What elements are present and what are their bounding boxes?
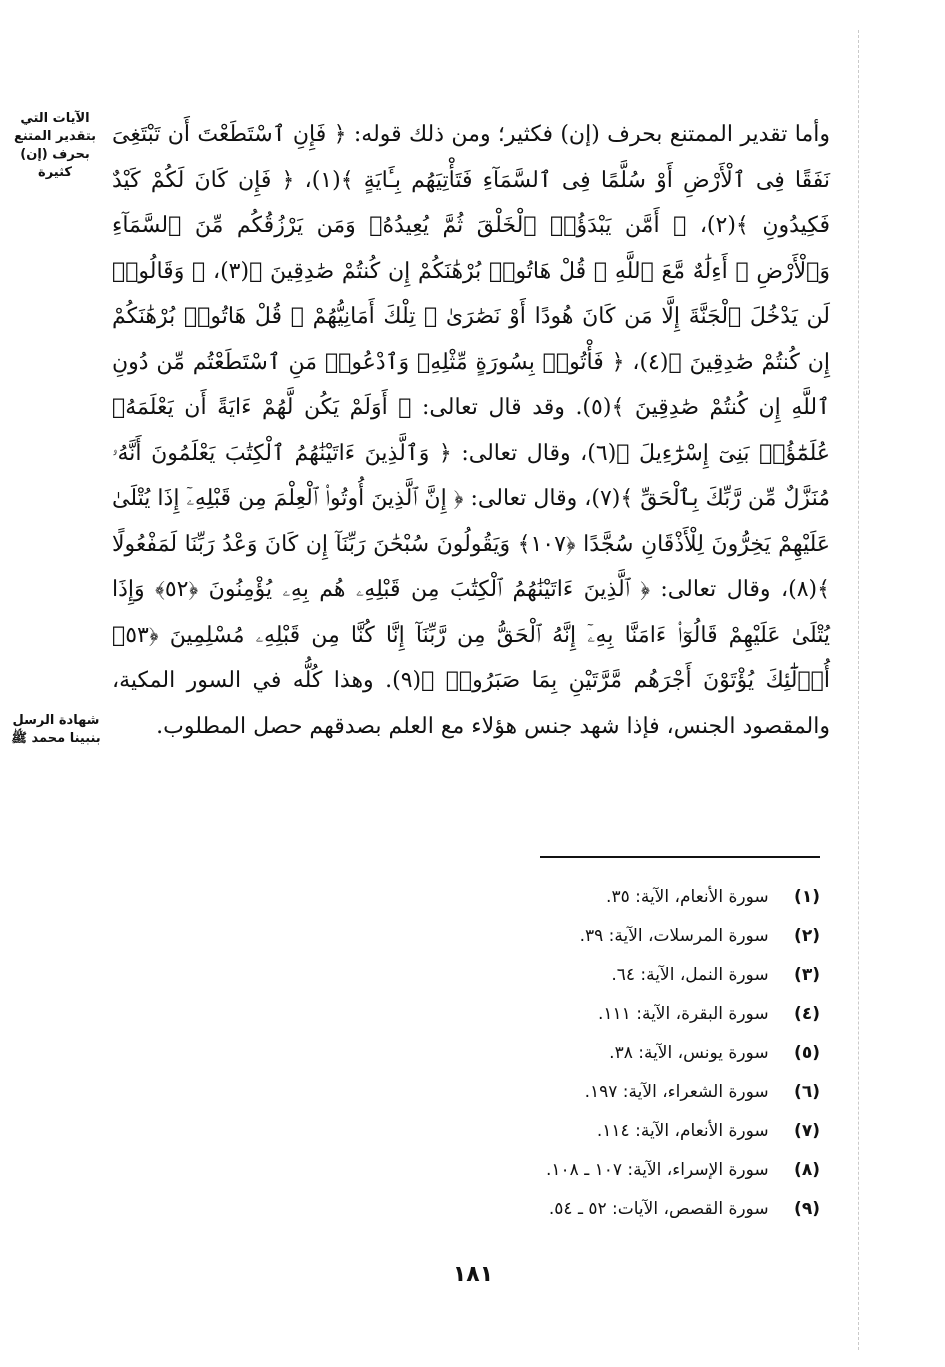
footnote-item [440, 1190, 820, 1229]
footnote-text: سورة الأنعام، الآية: ٣٥. [606, 887, 769, 907]
margin-note-conditional-verses: الآيات التي بتقدير المتنع بحرف (إن) كثيرة [13, 111, 97, 180]
footnote-item [440, 878, 820, 917]
footnote-item [440, 995, 820, 1034]
scan-edge-line [858, 30, 859, 1350]
footnote-number: (٧) [794, 1121, 820, 1141]
footnote-number: (٨) [794, 1160, 820, 1180]
footnotes-list [440, 878, 820, 1229]
page-number: ١٨١ [452, 1262, 494, 1287]
footnote-item [440, 1073, 820, 1112]
footnote-text: سورة يونس، الآية: ٣٨. [609, 1043, 769, 1063]
footnote-item [440, 1034, 820, 1073]
footnote-number: (٥) [794, 1043, 820, 1063]
main-text [112, 112, 830, 749]
footnote-number: (٢) [794, 926, 820, 946]
footnote-text: سورة الأنعام، الآية: ١١٤. [596, 1121, 769, 1141]
main-paragraph: وأما تقدير الممتنع بحرف (إن) فكثير؛ ومن ذلك قوله: ﴿ فَإِنِ ٱسْتَطَعْتَ أَن تَبْتَغِىَ نَفَقًا فِى ٱلْأَرْضِ أَوْ سُلَّمًا فِى ٱلسَّمَآءِ فَتَأْتِيَهُم بِـَٔايَةٍ ﴾(١)، ﴿ فَإِن كَانَ لَكُمْ كَيْدٌ فَكِيدُونِ ﴾(٢)، ﴿ أَمَّن يَبْدَؤُا۟ ٱلْخَلْقَ ثُمَّ يُعِيدُهُۥ وَمَن يَرْزُقُكُم مِّنَ ٱلسَّمَآءِ وَٱلْأَرْضِ ۗ أَءِلَٰهٌ مَّعَ ٱللَّهِ ۚ قُلْ هَاتُوا۟ بُرْهَٰنَكُمْ إِن كُنتُمْ صَٰدِقِينَ ﴾(٣)، ﴿ وَقَالُوا۟ لَن يَدْخُلَ ٱلْجَنَّةَ إِلَّا مَن كَانَ هُودًا أَوْ نَصَٰرَىٰ ۗ تِلْكَ أَمَانِيُّهُمْ ۗ قُلْ هَاتُوا۟ بُرْهَٰنَكُمْ إِن كُنتُمْ صَٰدِقِينَ ﴾(٤)، ﴿ فَأْتُوا۟ بِسُورَةٍ مِّثْلِهِۦ وَٱدْعُوا۟ مَنِ ٱسْتَطَعْتُم مِّن دُونِ ٱللَّهِ إِن كُنتُمْ صَٰدِقِينَ ﴾(٥). وقد قال تعالى: ﴿ أَوَلَمْ يَكُن لَّهُمْ ءَايَةً أَن يَعْلَمَهُۥ عُلَمَٰٓؤُا۟ بَنِىٓ إِسْرَٰٓءِيلَ ﴾(٦)، وقال تعالى: ﴿ وَٱلَّذِينَ ءَاتَيْنَٰهُمُ ٱلْكِتَٰبَ يَعْلَمُونَ أَنَّهُۥ مُنَزَّلٌ مِّن رَّبِّكَ بِٱلْحَقِّ ﴾(٧)، وقال تعالى: ﴿ إِنَّ ٱلَّذِينَ أُوتُوا۟ ٱلْعِلْمَ مِن قَبْلِهِۦٓ إِذَا يُتْلَىٰ عَلَيْهِمْ يَخِرُّونَ لِلْأَذْقَانِ سُجَّدًا ﴿١٠٧﴾ وَيَقُولُونَ سُبْحَٰنَ رَبِّنَآ إِن كَانَ وَعْدُ رَبِّنَا لَمَفْعُولًا ﴾(٨)، وقال تعالى: ﴿ ٱلَّذِينَ ءَاتَيْنَٰهُمُ ٱلْكِتَٰبَ مِن قَبْلِهِۦ هُم بِهِۦ يُؤْمِنُونَ ﴿٥٢﴾ وَإِذَا يُتْلَىٰ عَلَيْهِمْ قَالُوٓا۟ ءَامَنَّا بِهِۦٓ إِنَّهُ ٱلْحَقُّ مِن رَّبِّنَآ إِنَّا كُنَّا مِن قَبْلِهِۦ مُسْلِمِينَ ﴿٥٣﴾ أُو۟لَٰٓئِكَ يُؤْتَوْنَ أَجْرَهُم مَّرَّتَيْنِ بِمَا صَبَرُوا۟ ﴾(٩). وهذا كُلُّه في السور المكية، والمقصود الجنس، فإذا شهد جنس هؤلاء مع العلم بصدقهم حصل المطلوب. [112, 122, 831, 739]
footnote-number: (٤) [794, 1004, 820, 1024]
footnote-number: (٣) [794, 965, 820, 985]
footnote-number: (٦) [794, 1082, 820, 1102]
margin-note-messengers-testimony: شهادة الرسل بنبينا محمد ﷺ [11, 713, 101, 746]
footnote-item [440, 956, 820, 995]
footnote-item [440, 1151, 820, 1190]
footnote-text: سورة القصص، الآيات: ٥٢ ـ ٥٤. [548, 1199, 769, 1219]
footnote-text: سورة الشعراء، الآية: ١٩٧. [584, 1082, 769, 1102]
footnote-text: سورة البقرة، الآية: ١١١. [598, 1004, 769, 1024]
footnote-item [440, 1112, 820, 1151]
footnote-separator [540, 856, 820, 858]
footnote-item [440, 917, 820, 956]
footnote-text: سورة الإسراء، الآية: ١٠٧ ـ ١٠٨. [545, 1160, 769, 1180]
footnote-number: (٩) [794, 1199, 820, 1219]
footnote-number: (١) [794, 887, 820, 907]
footnote-text: سورة النمل، الآية: ٦٤. [611, 965, 769, 985]
footnote-text: سورة المرسلات، الآية: ٣٩. [579, 926, 769, 946]
